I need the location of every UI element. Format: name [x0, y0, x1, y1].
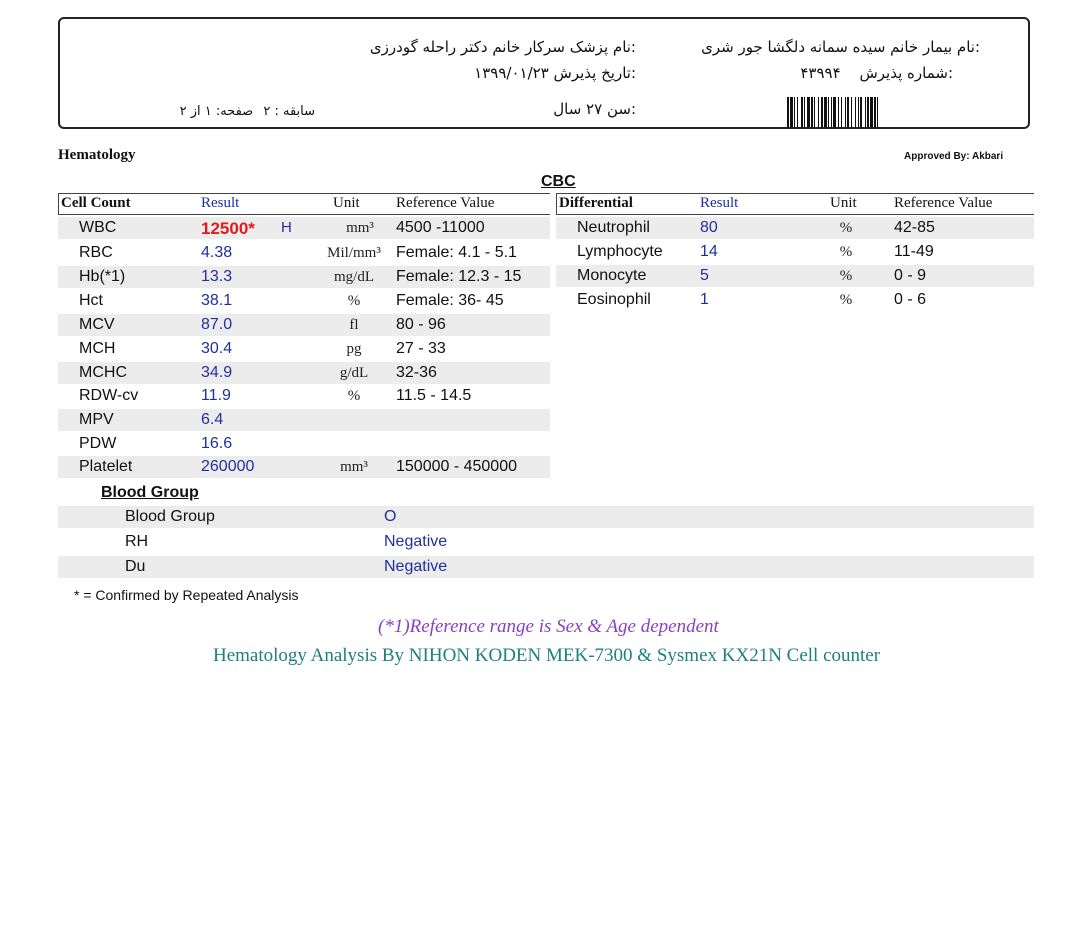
test-result: 6.4 [201, 411, 224, 428]
test-unit: % [839, 292, 853, 308]
test-reference: 4500 -11000 [396, 219, 485, 236]
reference-header: Reference Value [396, 195, 495, 211]
test-result: 16.6 [201, 435, 233, 452]
test-name: Hb(*1) [79, 268, 126, 285]
barcode-bar [858, 97, 859, 127]
differential-header: Differential [559, 195, 633, 211]
test-result: 14 [700, 243, 718, 260]
test-result: 5 [700, 267, 709, 284]
cell-count-left-rule [58, 193, 59, 215]
barcode-bar [874, 97, 876, 127]
test-reference: 11.5 - 14.5 [396, 387, 472, 404]
test-result: 87.0 [201, 316, 233, 333]
test-result: 38.1 [201, 292, 233, 309]
barcode-bar [814, 97, 815, 127]
barcode-bar [841, 97, 842, 127]
test-result: 13.3 [201, 268, 233, 285]
barcode-bar [831, 97, 832, 127]
barcode-bar [851, 97, 852, 127]
test-name: Platelet [79, 458, 133, 475]
table-row-pdw [58, 433, 550, 455]
table-row-platelet [58, 456, 550, 478]
test-result: 30.4 [201, 340, 233, 357]
test-reference: 0 - 9 [894, 267, 927, 284]
patient-name-label: :نام بیمار [922, 38, 980, 56]
blood-group-title: Blood Group [101, 484, 199, 501]
diff-reference-header: Reference Value [894, 195, 993, 211]
test-reference: 80 - 96 [396, 316, 446, 333]
admission-number-label: :شماره پذیرش [859, 64, 953, 82]
test-result: 4.38 [201, 244, 233, 261]
table-row-rbc [58, 242, 550, 264]
barcode-bar [794, 97, 795, 127]
age-value: ۲۷ سال [553, 100, 603, 118]
unit-header: Unit [333, 195, 360, 211]
admission-date-label: :تاریخ پذیرش [553, 64, 636, 82]
age-label: :سن [606, 100, 636, 118]
test-unit: fl [349, 317, 359, 333]
test-unit: g/dL [339, 365, 369, 381]
differential-header-rule [556, 214, 1034, 215]
barcode-bar [838, 97, 839, 127]
test-result: Negative [384, 558, 448, 575]
barcode-bar [790, 97, 793, 127]
test-reference: 27 - 33 [396, 340, 446, 357]
cell-count-header: Cell Count [61, 195, 131, 211]
test-reference: Female: 36- 45 [396, 292, 504, 309]
test-reference: 42-85 [894, 219, 935, 236]
test-reference: 0 - 6 [894, 291, 927, 308]
test-name: RDW-cv [79, 387, 139, 404]
reference-note: (*1)Reference range is Sex & Age dependent [378, 616, 719, 637]
test-name: Blood Group [125, 508, 215, 525]
test-name: MCV [79, 316, 115, 333]
result-header: Result [201, 195, 240, 211]
test-name: Eosinophil [577, 291, 651, 308]
test-name: Hct [79, 292, 103, 309]
table-row-rh [58, 531, 1034, 553]
table-row-eosinophil [556, 289, 1034, 311]
barcode-bar [847, 97, 849, 127]
barcode-bar [821, 97, 823, 127]
barcode-bar [845, 97, 846, 127]
test-unit: % [839, 244, 853, 260]
test-name: Neutrophil [577, 219, 650, 236]
table-row-du [58, 556, 1034, 578]
test-unit: mg/dL [334, 269, 374, 285]
table-row-hb [58, 266, 550, 288]
footnote: * = Confirmed by Repeated Analysis [74, 587, 299, 603]
test-name: MCH [79, 340, 116, 357]
doctor-row [370, 38, 636, 56]
admission-date: ۱۳۹۹/۰۱/۲۳ [474, 64, 549, 82]
admission-number: ۴۳۹۹۴ [800, 64, 841, 82]
test-name: RBC [79, 244, 113, 261]
table-row-mchc [58, 362, 550, 384]
test-name: RH [125, 533, 149, 550]
barcode-bar [797, 97, 798, 127]
test-result: 11.9 [201, 387, 231, 404]
diff-result-header: Result [700, 195, 739, 211]
test-unit: % [839, 220, 853, 236]
table-row-wbc [58, 217, 550, 239]
test-result: 80 [700, 219, 718, 236]
test-result: Negative [384, 533, 448, 550]
high-flag: H [281, 219, 292, 236]
doctor-label: :نام پزشک [569, 38, 636, 56]
barcode-bar [787, 97, 789, 127]
barcode-bar [818, 97, 819, 127]
cell-count-top-rule [58, 193, 550, 194]
table-row-neutrophil [556, 217, 1034, 239]
cbc-title: CBC [541, 173, 576, 190]
test-unit: Mil/mm³ [327, 245, 381, 261]
barcode-bar [801, 97, 803, 127]
test-reference: 32-36 [396, 364, 437, 381]
barcode-bar [855, 97, 856, 127]
page-number: صفحه: ۱ از ۲ [179, 104, 254, 119]
history: سابقه : ۲ [263, 104, 315, 119]
barcode-bar [877, 97, 878, 127]
barcode-bar [828, 97, 829, 127]
test-name: Du [125, 558, 146, 575]
cell-count-header-rule [58, 214, 550, 215]
test-reference: Female: 12.3 - 15 [396, 268, 522, 285]
test-unit: mm³ [340, 459, 368, 475]
barcode-bar [833, 97, 836, 127]
patient-name-row [701, 38, 980, 56]
test-name: MPV [79, 411, 114, 428]
patient-name: خانم سیده سمانه دلگشا جور شری [701, 38, 919, 56]
test-reference: 150000 - 450000 [396, 458, 517, 475]
differential-left-rule [556, 193, 557, 215]
test-unit: % [347, 293, 361, 309]
barcode-bar [811, 97, 813, 127]
test-unit: % [347, 388, 361, 404]
test-result: 1 [700, 291, 709, 308]
table-row-mch [58, 338, 550, 360]
age-row [553, 100, 636, 118]
test-name: WBC [79, 219, 117, 236]
table-row-mpv [58, 409, 550, 431]
admission-date-row [474, 64, 636, 82]
table-row-lymphocyte [556, 241, 1034, 263]
admission-number-row [800, 64, 953, 82]
approved-by: Approved By: Akbari [904, 151, 1004, 162]
test-name: Lymphocyte [577, 243, 663, 260]
table-row-monocyte [556, 265, 1034, 287]
barcode-bar [807, 97, 810, 127]
test-reference: 11-49 [894, 243, 934, 260]
barcode-bar [870, 97, 873, 127]
test-result: 34.9 [201, 364, 233, 381]
barcode-bar [865, 97, 866, 127]
test-name: MCHC [79, 364, 127, 381]
test-reference: Female: 4.1 - 5.1 [396, 244, 517, 261]
test-name: Monocyte [577, 267, 647, 284]
table-row-blood-group [58, 506, 1034, 528]
analysis-line: Hematology Analysis By NIHON KODEN MEK-7300 & Sysmex KX21N Cell counter [213, 645, 881, 666]
test-unit: mm³ [346, 220, 374, 236]
barcode-bar [824, 97, 827, 127]
test-result: O [384, 508, 397, 525]
test-unit: pg [346, 341, 362, 357]
differential-top-rule [556, 193, 1034, 194]
test-result: 260000 [201, 458, 255, 475]
table-row-hct [58, 290, 550, 312]
history-page-row [180, 104, 315, 119]
test-result-flagged: 12500* [201, 219, 255, 238]
diff-unit-header: Unit [830, 195, 857, 211]
section-title: Hematology [58, 147, 136, 163]
barcode-bar [804, 97, 805, 127]
test-name: PDW [79, 435, 117, 452]
barcode-bar [867, 97, 869, 127]
doctor-name: سرکار خانم دکتر راحله گودرزی [369, 38, 565, 56]
table-row-mcv [58, 314, 550, 336]
barcode [787, 97, 989, 127]
barcode-bar [860, 97, 862, 127]
table-row-rdw [58, 385, 550, 407]
test-unit: % [839, 268, 853, 284]
